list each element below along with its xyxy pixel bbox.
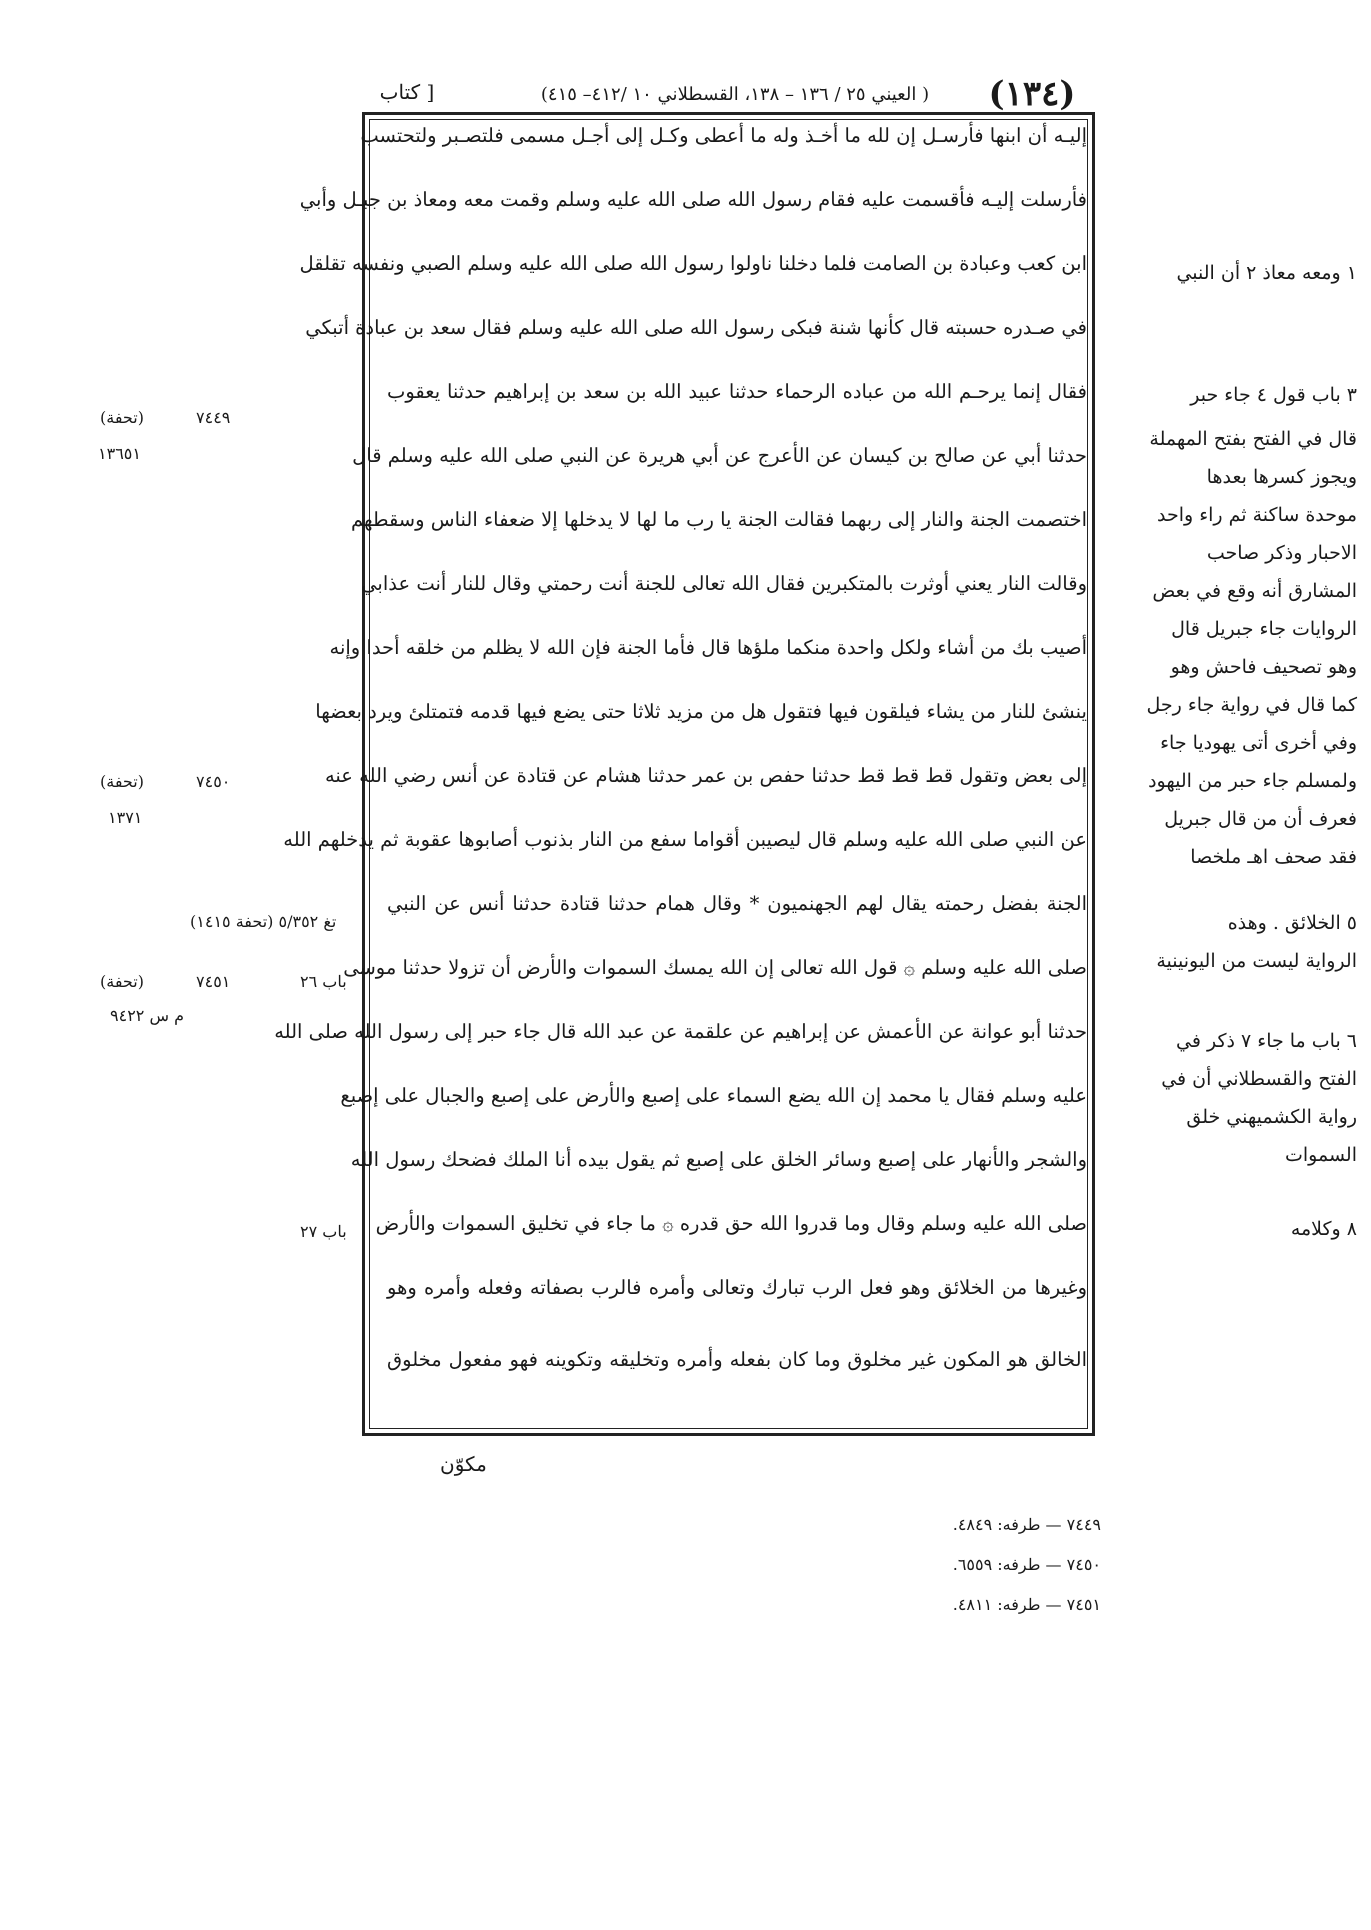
text-line: ابن كعب وعبادة بن الصامت فلما دخلنا ناولوا رسول الله صلى الله عليه وسلم الصبي ونفسه تقلقل xyxy=(299,252,1087,275)
tuhfa-number: م س ٩٤٢٢ xyxy=(110,1006,184,1025)
text-line: صلى الله عليه وسلم ۞ قول الله تعالى إن الله يمسك السموات والأرض أن تزولا حدثنا موسى xyxy=(343,956,1087,979)
margin-note: الفتح والقسطلاني أن في xyxy=(1161,1068,1357,1090)
header-book-label: [ كتاب xyxy=(379,80,435,104)
footnote: ٧٤٥١ — طرفه: ٤٨١١. xyxy=(952,1595,1101,1614)
text-line: إلى بعض وتقول قط قط قط حدثنا حفص بن عمر حدثنا هشام عن قتادة عن أنس رضي الله عنه xyxy=(324,764,1087,787)
bab-number: باب ٢٦ xyxy=(300,972,347,991)
cross-reference: تغ ٥/٣٥٢ (تحفة ١٤١٥) xyxy=(190,912,337,931)
hadith-number: ٧٤٥٠ xyxy=(196,772,231,791)
text-line: وغيرها من الخلائق وهو فعل الرب تبارك وتعالى وأمره فالرب بصفاته وفعله وأمره وهو xyxy=(387,1276,1087,1299)
tuhfa-number: ١٣٦٥١ xyxy=(98,444,141,463)
margin-note: كما قال في رواية جاء رجل xyxy=(1146,694,1357,716)
header-references: ( العيني ٢٥ / ١٣٦ – ١٣٨، القسطلاني ١٠ /٤١٢– ٤١٥) xyxy=(540,84,930,105)
margin-note: ولمسلم جاء حبر من اليهود xyxy=(1148,770,1357,792)
tuhfa-number: ١٣٧١ xyxy=(108,808,143,827)
margin-note: ٣ باب قول ٤ جاء حبر xyxy=(1190,384,1357,406)
catchword: مكوّن xyxy=(440,1452,487,1476)
footnote: ٧٤٤٩ — طرفه: ٤٨٤٩. xyxy=(952,1515,1101,1534)
text-line: الخالق هو المكون غير مخلوق وما كان بفعله وأمره وتخليقه وتكوينه فهو مفعول مخلوق xyxy=(387,1348,1087,1371)
text-line: عن النبي صلى الله عليه وسلم قال ليصيبن أقواما سفع من النار بذنوب أصابوها عقوبة ثم يدخلهم الله xyxy=(283,828,1087,851)
text-line: ينشئ للنار من يشاء فيلقون فيها فتقول هل من مزيد ثلاثا حتى يضع فيها قدمه فتمتلئ ويرد بعضها xyxy=(315,700,1087,723)
margin-note: وفي أخرى أتى يهوديا جاء xyxy=(1160,732,1357,754)
bab-number: باب ٢٧ xyxy=(300,1222,347,1241)
margin-note: الاحبار وذكر صاحب xyxy=(1206,542,1357,564)
footnote: ٧٤٥٠ — طرفه: ٦٥٥٩. xyxy=(952,1555,1101,1574)
margin-note: الروايات جاء جبريل قال xyxy=(1171,618,1357,640)
margin-note: ١ ومعه معاذ ٢ أن النبي xyxy=(1176,262,1357,284)
text-line: حدثنا أبو عوانة عن الأعمش عن إبراهيم عن علقمة عن عبد الله قال جاء حبر إلى رسول الله صلى الله xyxy=(274,1020,1087,1043)
margin-note: موحدة ساكنة ثم راء واحد xyxy=(1157,504,1357,526)
text-line: والشجر والأنهار على إصبع وسائر الخلق على إصبع ثم يقول بيده أنا الملك فضحك رسول الله xyxy=(350,1148,1087,1171)
text-line: وقالت النار يعني أوثرت بالمتكبرين فقال الله تعالى للجنة أنت رحمتي وقال للنار أنت عذابي xyxy=(361,572,1087,595)
margin-note: ٥ الخلائق . وهذه xyxy=(1227,912,1357,934)
margin-note: الرواية ليست من اليونينية xyxy=(1156,950,1357,972)
text-line: الجنة بفضل رحمته يقال لهم الجهنميون * وقال همام حدثنا قتادة حدثنا أنس عن النبي xyxy=(387,892,1087,915)
text-line: أصيب بك من أشاء ولكل واحدة منكما ملؤها قال فأما الجنة فإن الله لا يظلم من خلقه أحدا وإنه xyxy=(329,636,1087,659)
margin-note: رواية الكشميهني خلق xyxy=(1186,1106,1357,1128)
margin-note: فعرف أن من قال جبريل xyxy=(1164,808,1357,830)
text-line: عليه وسلم فقال يا محمد إن الله يضع السماء على إصبع والأرض على إصبع والجبال على إصبع xyxy=(340,1084,1087,1107)
text-line: في صـدره حسبته قال كأنها شنة فبكى رسول الله صلى الله عليه وسلم فقال سعد بن عبادة أتبكي xyxy=(305,316,1087,339)
text-line: حدثنا أبي عن صالح بن كيسان عن الأعرج عن أبي هريرة عن النبي صلى الله عليه وسلم قال xyxy=(352,444,1087,467)
margin-note: المشارق أنه وقع في بعض xyxy=(1152,580,1357,602)
tuhfa-label: (تحفة) xyxy=(100,772,144,791)
text-line: إليـه أن ابنها فأرسـل إن لله ما أخـذ وله ما أعطى وكـل إلى أجـل مسمى فلتصـبر ولتحتسب xyxy=(360,124,1087,147)
text-line: فأرسلت إليـه فأقسمت عليه فقام رسول الله صلى الله عليه وسلم وقمت معه ومعاذ بن جبـل وأبي xyxy=(299,188,1087,211)
text-line: صلى الله عليه وسلم وقال وما قدروا الله حق قدره ۞ ما جاء في تخليق السموات والأرض xyxy=(375,1212,1087,1235)
margin-note: ٦ باب ما جاء ٧ ذكر في xyxy=(1176,1030,1357,1052)
margin-note: السموات xyxy=(1285,1144,1357,1166)
margin-note: ٨ وكلامه xyxy=(1290,1218,1357,1240)
text-line: اختصمت الجنة والنار إلى ربهما فقالت الجنة يا رب ما لها لا يدخلها إلا ضعفاء الناس وسقطهم xyxy=(350,508,1087,531)
margin-note: فقد صحف اهـ ملخصا xyxy=(1190,846,1357,868)
hadith-number: ٧٤٤٩ xyxy=(196,408,231,427)
text-line: فقال إنما يرحـم الله من عباده الرحماء حدثنا عبيد الله بن سعد بن إبراهيم حدثنا يعقوب xyxy=(387,380,1087,403)
tuhfa-label: (تحفة) xyxy=(100,972,144,991)
page-number: (١٣٤) xyxy=(988,74,1076,114)
tuhfa-label: (تحفة) xyxy=(100,408,144,427)
margin-note: قال في الفتح بفتح المهملة xyxy=(1149,428,1357,450)
margin-note: ويجوز كسرها بعدها xyxy=(1206,466,1357,488)
hadith-number: ٧٤٥١ xyxy=(196,972,231,991)
margin-note: وهو تصحيف فاحش وهو xyxy=(1170,656,1357,678)
